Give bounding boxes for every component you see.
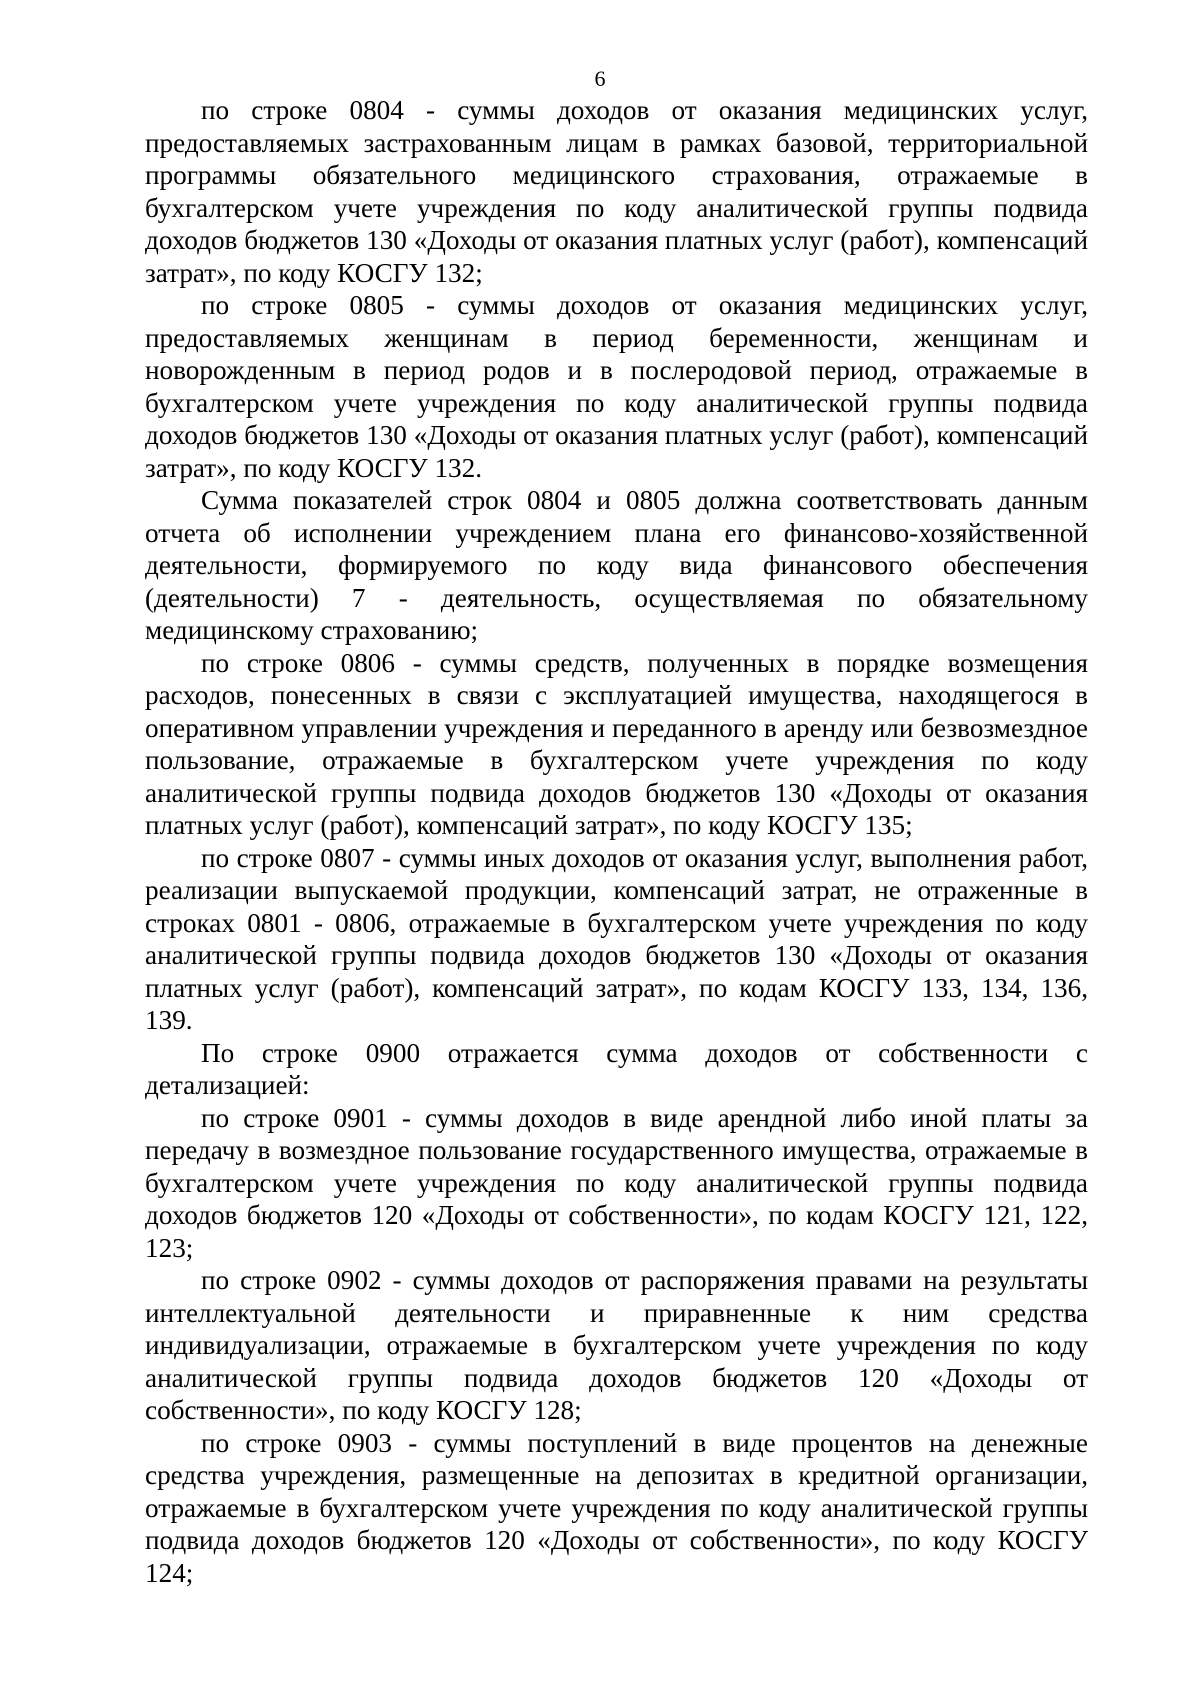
paragraph-line-0900: По строке 0900 отражается сумма доходов от собственности с детализацией:: [145, 1037, 1088, 1100]
paragraph-line-0902: по строке 0902 - суммы доходов от распоряжения правами на результаты интеллектуальной деятельности и приравненные к ним средства индивидуализации, отражаемые в бухгалтерском учете учреждения по коду аналитической группы подвида доходов бюджетов 120 «Доходы от собственности», по коду КОСГУ 128;: [145, 1265, 1088, 1425]
paragraph-line-0903: по строке 0903 - суммы поступлений в виде процентов на денежные средства учреждения, размещенные на депозитах в кредитной организации, отражаемые в бухгалтерском учете учреждения по коду аналитической группы подвида доходов бюджетов 120 «Доходы от собственности», по коду КОСГУ 124;: [145, 1427, 1088, 1588]
paragraph-line-0805: по строке 0805 - суммы доходов от оказания медицинских услуг, предоставляемых женщинам в период беременности, женщинам и новорожденным в период родов и в послеродовой период, отражаемые в бухгалтерском учете учреждения по коду аналитической группы подвида доходов бюджетов 130 «Доходы от оказания платных услуг (работ), компенсаций затрат», по коду КОСГУ 132.: [145, 290, 1088, 483]
paragraph-line-0804: по строке 0804 - суммы доходов от оказания медицинских услуг, предоставляемых застрахованным лицам в рамках базовой, территориальной программы обязательного медицинского страхования, отражаемые в бухгалтерском учете учреждения по коду аналитической группы подвида доходов бюджетов 130 «Доходы от оказания платных услуг (работ), компенсаций затрат», по коду КОСГУ 132;: [145, 95, 1088, 288]
paragraph-line-0901: по строке 0901 - суммы доходов в виде арендной либо иной платы за передачу в возмездное пользование государственного имущества, отражаемые в бухгалтерском учете учреждения по коду аналитической группы подвида доходов бюджетов 120 «Доходы от собственности», по кодам КОСГУ 121, 122, 123;: [145, 1102, 1088, 1263]
paragraph-line-0807: по строке 0807 - суммы иных доходов от оказания услуг, выполнения работ, реализации выпускаемой продукции, компенсаций затрат, не отраженные в строках 0801 - 0806, отражаемые в бухгалтерском учете учреждения по коду аналитической группы подвида доходов бюджетов 130 «Доходы от оказания платных услуг (работ), компенсаций затрат», по кодам КОСГУ 133, 134, 136, 139.: [145, 842, 1088, 1035]
page-number: 6: [594, 66, 606, 91]
document-body: [145, 94, 1088, 1589]
paragraph-sum-0804-0805: Сумма показателей строк 0804 и 0805 должна соответствовать данным отчета об исполнении учреждением плана его финансово-хозяйственной деятельности, формируемого по коду вида финансового обеспечения (деятельности) 7 - деятельность, осуществляемая по обязательному медицинскому страхованию;: [145, 485, 1088, 645]
paragraph-line-0806: по строке 0806 - суммы средств, полученных в порядке возмещения расходов, понесенных в связи с эксплуатацией имущества, находящегося в оперативном управлении учреждения и переданного в аренду или безвозмездное пользование, отражаемые в бухгалтерском учете учреждения по коду аналитической группы подвида доходов бюджетов 130 «Доходы от оказания платных услуг (работ), компенсаций затрат», по коду КОСГУ 135;: [145, 647, 1088, 840]
